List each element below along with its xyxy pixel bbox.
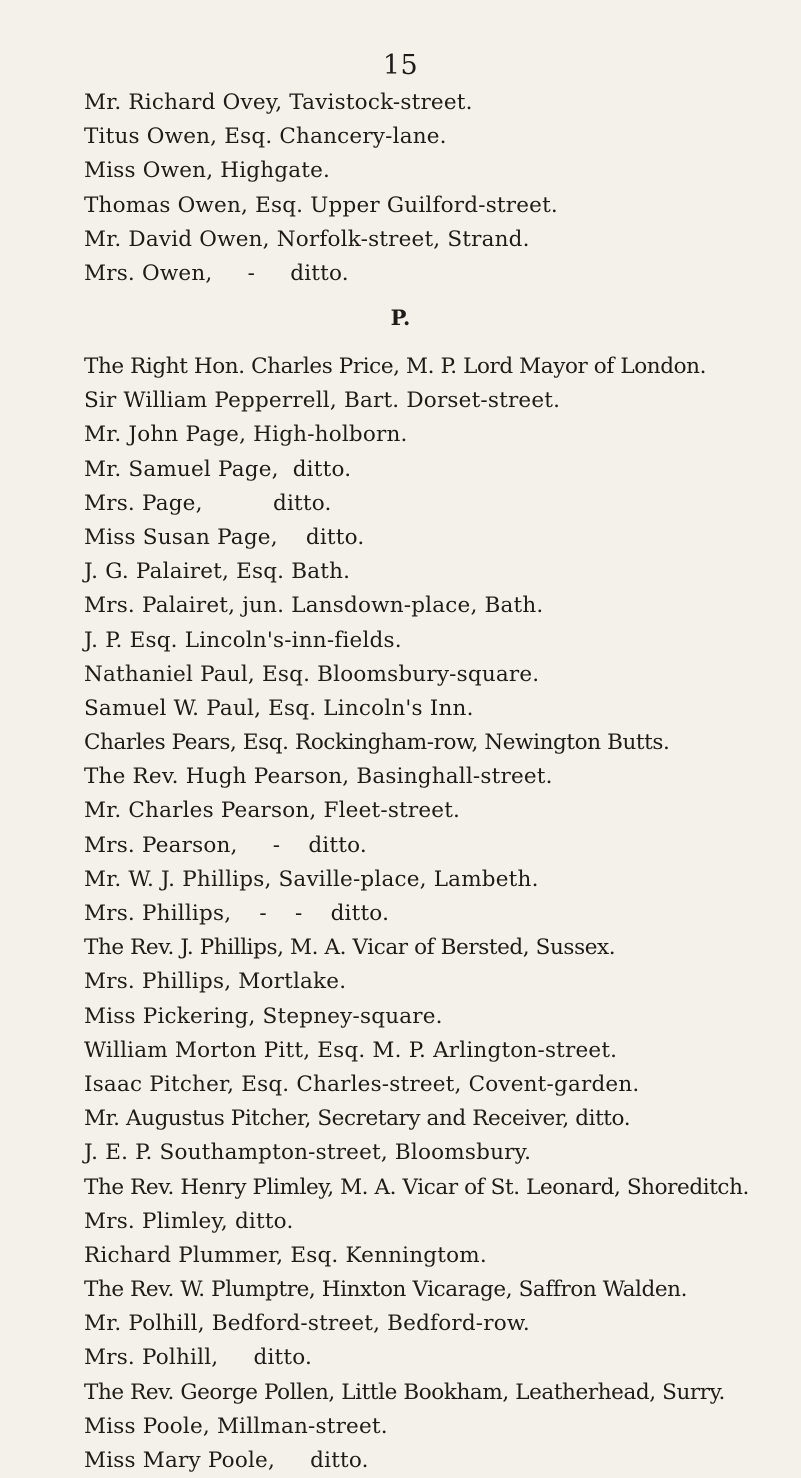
list-entry: Titus Owen, Esq. Chancery-lane. <box>84 124 447 150</box>
section-heading: P. <box>390 305 411 330</box>
page-number: 15 <box>382 50 419 81</box>
list-entry: Mrs. Phillips, Mortlake. <box>84 969 347 995</box>
list-entry: Mr. W. J. Phillips, Saville-place, Lambeth. <box>84 866 539 892</box>
list-entry: Sir William Pepperrell, Bart. Dorset-street. <box>84 388 561 414</box>
list-entry: Mrs. Pearson, - ditto. <box>84 832 367 858</box>
entries-o-group <box>84 86 796 291</box>
list-entry: Richard Plummer, Esq. Kenningtom. <box>84 1242 487 1268</box>
list-entry: Mr. John Page, High-holborn. <box>84 422 408 448</box>
list-entry: The Rev. Hugh Pearson, Basinghall-street. <box>84 764 553 790</box>
list-entry: Miss Mary Poole, ditto. <box>84 1448 369 1473</box>
list-entry: The Rev. J. Phillips, M. A. Vicar of Bersted, Sussex. <box>84 935 616 961</box>
list-entry: William Morton Pitt, Esq. M. P. Arlington-street. <box>84 1037 618 1063</box>
list-entry: Mrs. Polhill, ditto. <box>84 1345 313 1371</box>
entries-p-group <box>84 350 796 1478</box>
list-entry: Nathaniel Paul, Esq. Bloomsbury-square. <box>84 661 540 687</box>
list-entry: Miss Owen, Highgate. <box>84 158 331 184</box>
list-entry: Samuel W. Paul, Esq. Lincoln's Inn. <box>84 695 474 721</box>
list-entry: Mr. David Owen, Norfolk-street, Strand. <box>84 226 530 252</box>
list-entry: Charles Pears, Esq. Rockingham-row, Newington Butts. <box>84 730 670 756</box>
list-entry: Mrs. Palairet, jun. Lansdown-place, Bath. <box>84 593 544 619</box>
list-entry: J. G. Palairet, Esq. Bath. <box>84 559 351 585</box>
list-entry: The Rev. George Pollen, Little Bookham, Leatherhead, Surry. <box>84 1379 725 1405</box>
list-entry: Mrs. Owen, - ditto. <box>84 260 349 286</box>
list-entry: The Rev. W. Plumptre, Hinxton Vicarage, Saffron Walden. <box>84 1277 688 1303</box>
list-entry: The Right Hon. Charles Price, M. P. Lord Mayor of London. <box>84 354 707 379</box>
list-entry: Thomas Owen, Esq. Upper Guilford-street. <box>84 192 558 218</box>
list-entry: Mrs. Plimley, ditto. <box>84 1208 294 1234</box>
list-entry: Mr. Samuel Page, ditto. <box>84 456 352 482</box>
list-entry: Isaac Pitcher, Esq. Charles-street, Covent-garden. <box>84 1071 640 1097</box>
list-entry: Mrs. Page, ditto. <box>84 490 332 516</box>
list-entry: Miss Poole, Millman-street. <box>84 1413 388 1439</box>
list-entry: Miss Pickering, Stepney-square. <box>84 1003 443 1029</box>
list-entry: Mr. Polhill, Bedford-street, Bedford-row. <box>84 1311 530 1337</box>
list-entry: Mr. Charles Pearson, Fleet-street. <box>84 798 461 824</box>
list-entry: Mr. Richard Ovey, Tavistock-street. <box>84 90 473 115</box>
list-entry: Mr. Augustus Pitcher, Secretary and Receiver, ditto. <box>84 1106 631 1132</box>
list-entry: J. E. P. Southampton-street, Bloomsbury. <box>84 1140 532 1166</box>
list-entry: Miss Susan Page, ditto. <box>84 524 365 550</box>
list-entry: The Rev. Henry Plimley, M. A. Vicar of St. Leonard, Shoreditch. <box>84 1174 749 1200</box>
list-entry: J. P. Esq. Lincoln's-inn-fields. <box>84 627 402 653</box>
list-entry: Mrs. Phillips, - - ditto. <box>84 901 390 926</box>
